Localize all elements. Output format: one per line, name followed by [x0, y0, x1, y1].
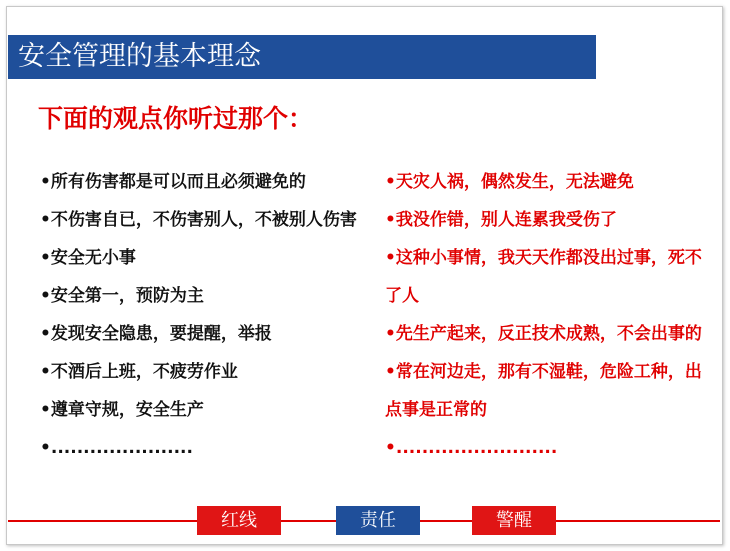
- tag-red-line: 红线: [197, 506, 281, 535]
- list-item: •不伤害自已，不伤害别人，不被别人伤害: [40, 210, 357, 230]
- right-column: [385, 163, 715, 467]
- list-item: •常在河边走，那有不湿鞋，危险工种，出点事是正常的: [385, 362, 702, 420]
- list-item: •所有伤害都是可以而且必须避免的: [40, 172, 306, 192]
- tag-responsibility: 责任: [336, 506, 420, 535]
- list-item: •我没作错，别人连累我受伤了: [385, 210, 617, 230]
- slide-subtitle: 下面的观点你听过那个：: [38, 104, 314, 133]
- list-item: •.........................: [385, 438, 558, 458]
- tag-alert: 警醒: [472, 506, 556, 535]
- left-column: [40, 163, 358, 467]
- list-item: •......................: [40, 438, 193, 458]
- list-item: •天灾人祸，偶然发生，无法避免: [385, 172, 634, 192]
- list-item: •先生产起来，反正技术成熟，不会出事的: [385, 324, 702, 344]
- list-item: •发现安全隐患，要提醒，举报: [40, 324, 272, 344]
- list-item: •安全第一，预防为主: [40, 286, 204, 306]
- slide-title: 安全管理的基本理念: [8, 35, 596, 79]
- list-item: •安全无小事: [40, 248, 136, 268]
- list-item: •不酒后上班，不疲劳作业: [40, 362, 238, 382]
- list-item: •遵章守规，安全生产: [40, 400, 204, 420]
- list-item: •这种小事情，我天天作都没出过事，死不了人: [385, 248, 702, 306]
